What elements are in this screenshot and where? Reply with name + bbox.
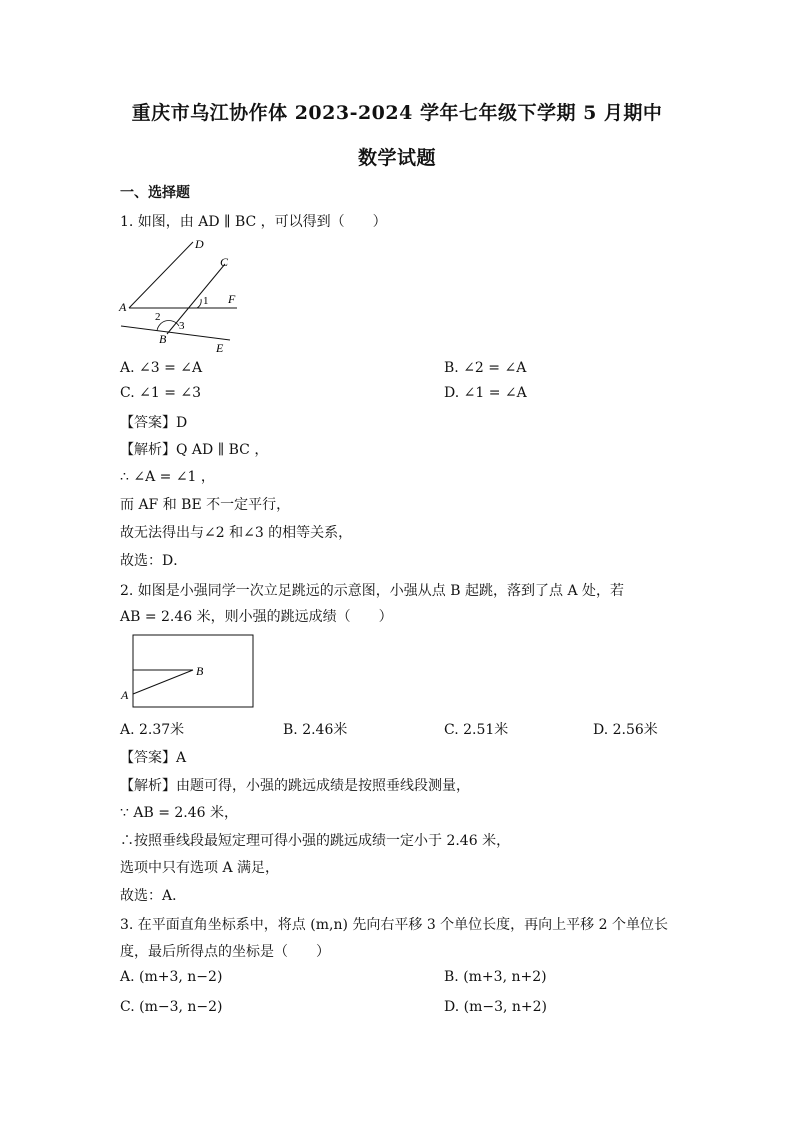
- q2-answer: 【答案】A: [120, 750, 187, 766]
- q2-analysis-1: 【解析】由题可得，小强的跳远成绩是按照垂线段测量，: [120, 778, 470, 794]
- q1-analysis-4: 故无法得出与∠2 和∠3 的相等关系，: [120, 525, 353, 541]
- title-line-1: 重庆市乌江协作体 2023-2024 学年七年级下学期 5 月期中: [131, 102, 663, 124]
- q3-stem-line-1: 3. 在平面直角坐标系中，将点 (m,n) 先向右平移 3 个单位长度，再向上平移 2 个单位长: [120, 917, 668, 933]
- q2-analysis-4: 选项中只有选项 A 满足，: [120, 860, 280, 876]
- q1-line-bc: [167, 264, 225, 334]
- q2-option-b[interactable]: B. 2.46米: [283, 722, 348, 738]
- q1-option-c[interactable]: C. ∠1 = ∠3: [120, 385, 202, 401]
- q1-analysis-5: 故选：D．: [120, 553, 188, 569]
- q2-option-d[interactable]: D. 2.56米: [593, 722, 658, 738]
- q1-label-f: F: [228, 292, 236, 306]
- q1-label-2: 2: [155, 311, 161, 323]
- q1-label-1: 1: [203, 295, 209, 307]
- q3-option-d[interactable]: D. (m−3, n+2): [444, 999, 548, 1015]
- q1-option-d[interactable]: D. ∠1 = ∠A: [444, 385, 527, 401]
- q1-label-b: B: [159, 332, 167, 346]
- q2-label-a: A: [121, 688, 129, 702]
- q2-figure: [118, 632, 258, 710]
- q2-stem-line-1: 2. 如图是小强同学一次立足跳远的示意图，小强从点 B 起跳，落到了点 A 处，若: [120, 583, 625, 599]
- q1-option-a[interactable]: A. ∠3 = ∠A: [120, 360, 203, 376]
- q2-option-c[interactable]: C. 2.51米: [444, 722, 509, 738]
- q1-analysis-2: ∴ ∠A = ∠1 ，: [120, 469, 215, 485]
- q1-label-3: 3: [179, 320, 185, 332]
- q1-option-b[interactable]: B. ∠2 = ∠A: [444, 360, 527, 376]
- q2-analysis-5: 故选：A．: [120, 888, 187, 904]
- q1-figure: [115, 236, 250, 358]
- title-line-2: 数学试题: [357, 147, 436, 169]
- q1-angle-arc-1: [197, 299, 201, 308]
- q1-analysis-1: 【解析】Q AD ∥ BC ，: [120, 442, 269, 458]
- q3-stem-line-2: 度，最后所得点的坐标是（ ）: [120, 944, 330, 960]
- q3-option-a[interactable]: A. (m+3, n−2): [120, 969, 223, 985]
- q1-label-a: A: [119, 300, 127, 314]
- section-heading: 一、选择题: [120, 185, 190, 201]
- q1-label-d: D: [195, 237, 204, 251]
- q2-analysis-3: ∴按照垂线段最短定理可得小强的跳远成绩一定小于 2.46 米，: [120, 833, 511, 849]
- q2-label-b: B: [196, 664, 204, 678]
- q1-stem: 1. 如图，由 AD ∥ BC ，可以得到（ ）: [120, 214, 387, 230]
- q1-line-ad: [129, 242, 193, 308]
- q1-label-e: E: [216, 341, 224, 355]
- q1-answer: 【答案】D: [120, 415, 188, 431]
- q2-analysis-2: ∵ AB = 2.46 米，: [120, 805, 239, 821]
- q2-line-ab: [133, 670, 193, 694]
- q2-stem-line-2: AB = 2.46 米，则小强的跳远成绩（ ）: [120, 609, 393, 625]
- q3-option-c[interactable]: C. (m−3, n−2): [120, 999, 223, 1015]
- q1-label-c: C: [220, 255, 229, 269]
- q1-analysis-3: 而 AF 和 BE 不一定平行，: [120, 497, 291, 513]
- q1-line-be: [121, 326, 230, 340]
- q2-rect: [133, 635, 253, 707]
- q2-option-a[interactable]: A. 2.37米: [120, 722, 185, 738]
- q3-option-b[interactable]: B. (m+3, n+2): [444, 969, 547, 985]
